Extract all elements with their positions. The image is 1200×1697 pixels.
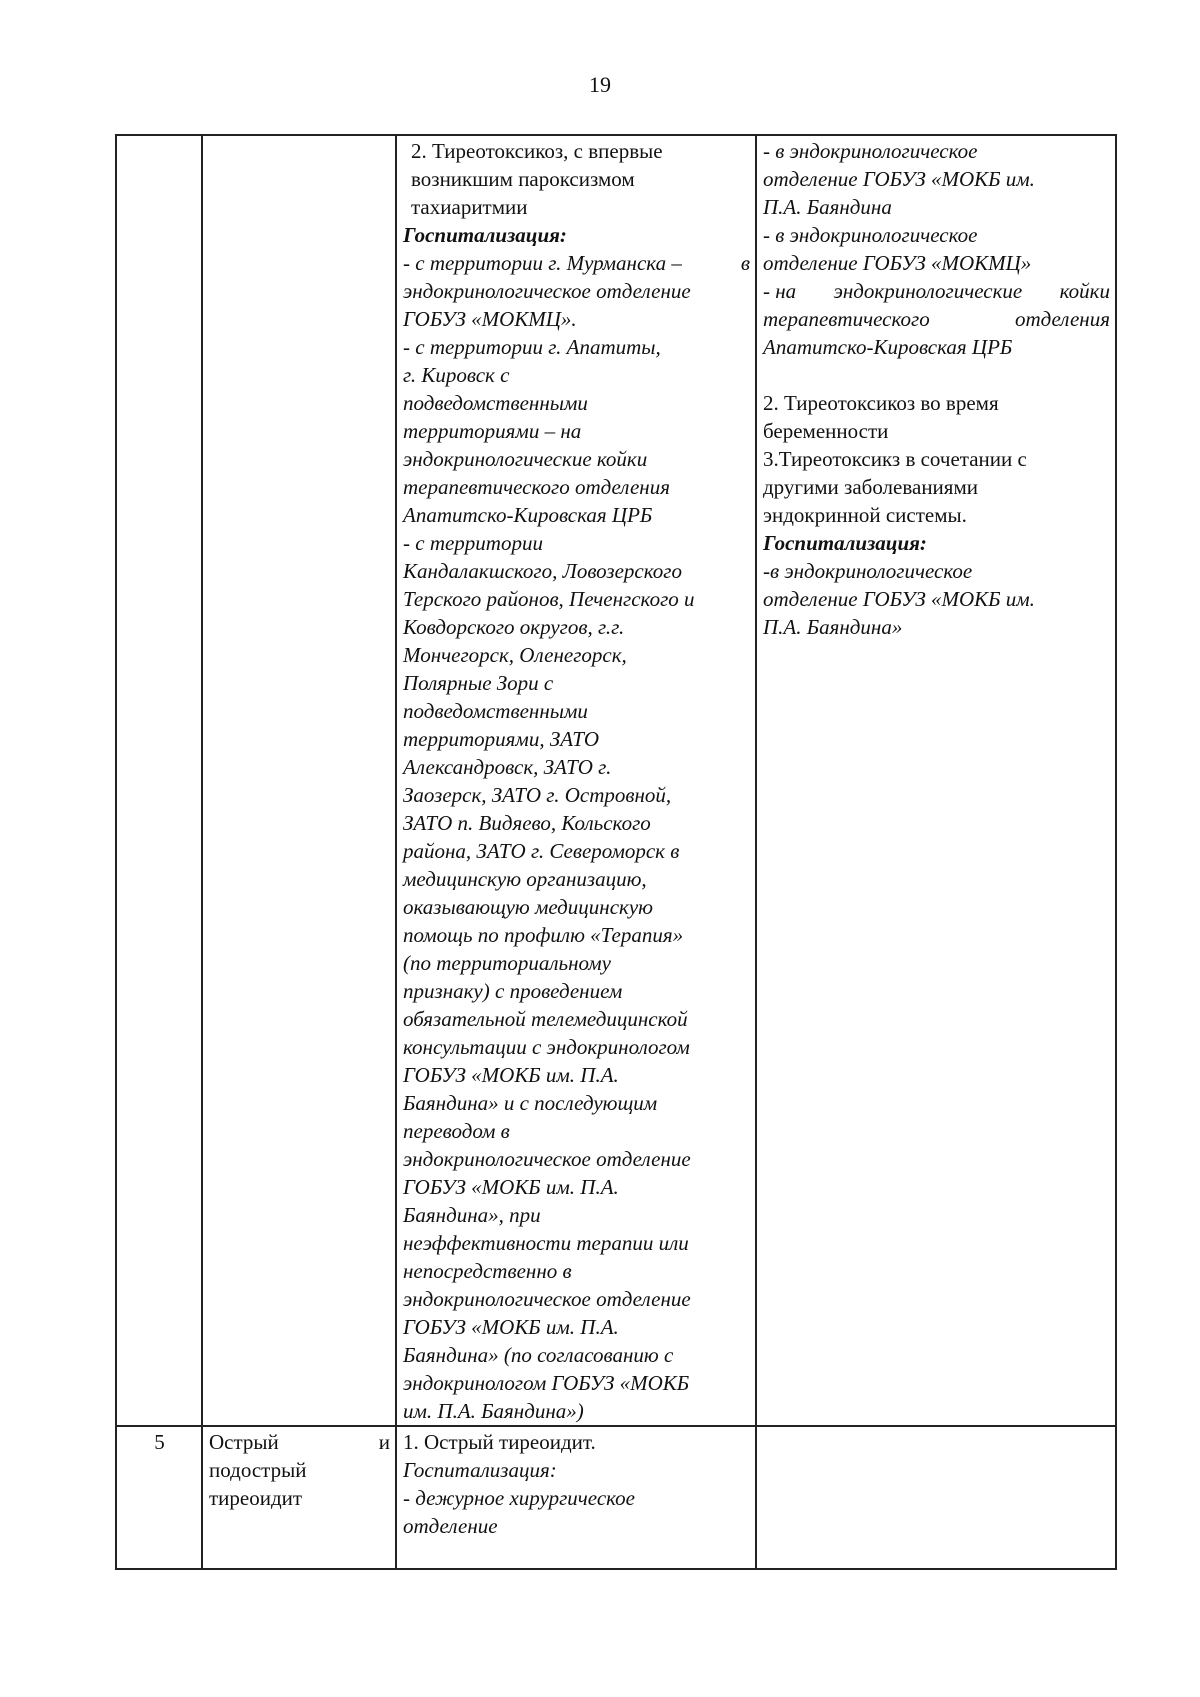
heading-line: возникшим пароксизмом	[411, 167, 635, 191]
text-line: ЗАТО п. Видяево, Кольского	[403, 811, 651, 835]
text-line: непосредственно в	[403, 1259, 572, 1283]
text-line: ГОБУЗ «МОКБ им. П.А.	[403, 1315, 619, 1339]
text-line: г. Кировск с	[403, 363, 510, 387]
cell-disease	[202, 1426, 396, 1569]
justified-line	[763, 277, 1110, 305]
text-line: медицинскую организацию,	[403, 867, 647, 891]
text-line: им. П.А. Баяндина»)	[403, 1399, 584, 1423]
text-line: территориями, ЗАТО	[403, 727, 600, 751]
word: и	[378, 1430, 390, 1454]
text-line: (по территориальному	[403, 951, 611, 975]
text-line: Терского районов, Печенгского и	[403, 587, 695, 611]
text-line: эндокринологическое отделение	[403, 1147, 691, 1171]
text-line: 2. Тиреотоксикоз во время	[763, 391, 999, 415]
page-number: 19	[589, 72, 611, 97]
text-line: Кандалакшского, Ловозерского	[403, 559, 682, 583]
text-line: подострый	[209, 1458, 307, 1482]
text-line: Мончегорск, Оленегорск,	[403, 643, 627, 667]
text-line: - в эндокринологическое	[763, 223, 978, 247]
criteria-lines	[403, 1456, 750, 1540]
text-line: П.А. Баяндина»	[763, 615, 903, 639]
cell-number	[116, 135, 202, 1426]
text-line: эндокринной системы.	[763, 503, 967, 527]
cell-criteria	[396, 1426, 756, 1569]
text-line: тиреоидит	[209, 1486, 303, 1510]
text-line: беременности	[763, 419, 889, 443]
text-line: неэффективности терапии или	[403, 1231, 689, 1255]
text-line: - с территории	[403, 531, 543, 555]
text-line: Баяндина» и с последующим	[403, 1091, 658, 1115]
text-line: консультации с эндокринологом	[403, 1035, 690, 1059]
text-line: признаку) с проведением	[403, 979, 623, 1003]
cell-hospitalization	[756, 135, 1116, 1426]
cell-disease	[202, 135, 396, 1426]
text-line: обязательной телемедицинской	[403, 1007, 688, 1031]
text-line: эндокринологом ГОБУЗ «МОКБ	[403, 1371, 690, 1395]
spacer	[763, 361, 1110, 389]
justified-line	[763, 305, 1110, 333]
text-line: Ковдорского округов, г.г.	[403, 615, 625, 639]
justified-line	[209, 1428, 390, 1456]
text-line: эндокринологическое отделение	[403, 1287, 691, 1311]
heading-line: 1. Острый тиреоидит.	[403, 1430, 596, 1454]
word: в	[740, 251, 750, 275]
word: эндокринологические	[833, 279, 1023, 303]
text-line: Госпитализация:	[403, 1458, 557, 1482]
text-line: другими заболеваниями	[763, 475, 978, 499]
text-line: терапевтического отделения	[403, 475, 670, 499]
text-line: П.А. Баяндина	[763, 195, 892, 219]
text-line: 3.Тиреотоксикз в сочетании с	[763, 447, 1027, 471]
word: терапевтического	[763, 307, 930, 331]
text-line: эндокринологические койки	[403, 447, 648, 471]
text-line: ГОБУЗ «МОКБ им. П.А.	[403, 1063, 619, 1087]
table-row	[116, 1426, 1116, 1569]
text-line: ГОБУЗ «МОКМЦ».	[403, 307, 577, 331]
hospitalization-table	[115, 134, 1117, 1570]
text-line: -в эндокринологическое	[763, 559, 973, 583]
text-line: Баяндина», при	[403, 1203, 541, 1227]
top-lines	[763, 137, 1110, 277]
word: - с территории г. Мурманска –	[403, 251, 682, 275]
text-line: оказывающую медицинскую	[403, 895, 653, 919]
text-line: ГОБУЗ «МОКБ им. П.А.	[403, 1175, 619, 1199]
heading-line: тахиаритмии	[411, 195, 528, 219]
text-line: отделение	[403, 1514, 498, 1538]
text-line: переводом в	[403, 1119, 510, 1143]
cell-hospitalization	[756, 1426, 1116, 1569]
text-line: Александровск, ЗАТО г.	[403, 755, 612, 779]
text-line: района, ЗАТО г. Североморск в	[403, 839, 680, 863]
text-line: Полярные Зори с	[403, 671, 554, 695]
text-line: Баяндина» (по согласованию с	[403, 1343, 674, 1367]
criteria-body	[403, 277, 750, 1425]
items	[763, 389, 1110, 529]
text-line: - с территории г. Апатиты,	[403, 335, 661, 359]
text-line: отделение ГОБУЗ «МОКБ им.	[763, 167, 1035, 191]
text-line: подведомственными	[403, 391, 588, 415]
justified-line	[403, 249, 750, 277]
text-line: отделение ГОБУЗ «МОКБ им.	[763, 587, 1035, 611]
text-line: эндокринологическое отделение	[403, 279, 691, 303]
word: Острый	[209, 1430, 279, 1454]
cell-number: 5	[116, 1426, 202, 1569]
text-line: подведомственными	[403, 699, 588, 723]
word: койки	[1059, 279, 1110, 303]
text-line: - дежурное хирургическое	[403, 1486, 635, 1510]
text-line: Апатитско-Кировская ЦРБ	[763, 335, 1013, 359]
text-line: отделение ГОБУЗ «МОКМЦ»	[763, 251, 1032, 275]
word: отделения	[1014, 307, 1110, 331]
heading-line: 2. Тиреотоксикоз, с впервые	[411, 139, 663, 163]
word: - на	[763, 279, 797, 303]
text-line: - в эндокринологическое	[763, 139, 978, 163]
cell-criteria	[396, 135, 756, 1426]
table-row	[116, 135, 1116, 1426]
hospitalization-lines	[763, 557, 1110, 641]
text-line: территориями – на	[403, 419, 582, 443]
hospitalization-label: Госпитализация:	[403, 223, 567, 247]
hospitalization-label: Госпитализация:	[763, 531, 927, 555]
text-line: Апатитско-Кировская ЦРБ	[403, 503, 653, 527]
text-line: Заозерск, ЗАТО г. Островной,	[403, 783, 672, 807]
text-line: помощь по профилю «Терапия»	[403, 923, 684, 947]
